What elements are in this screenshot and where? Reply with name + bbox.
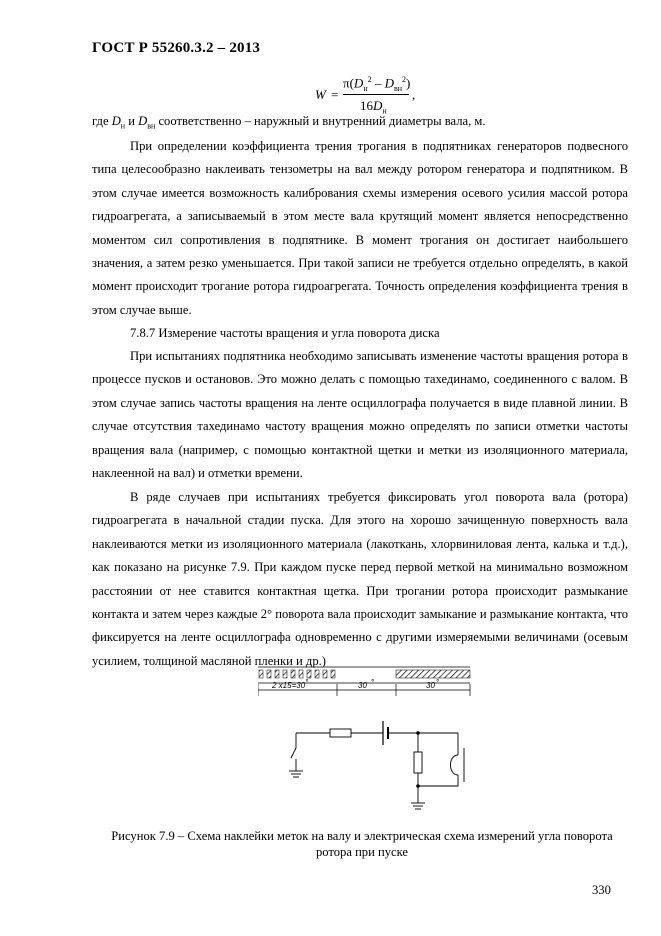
- figure-caption: Рисунок 7.9 – Схема наклейки меток на валу и электрическая схема измерений угла поворота ротора при пуске: [111, 829, 613, 859]
- shaft-marks-strip: [258, 667, 470, 696]
- formula-explanation: где $D_н$ и $D_{вн}$ соответственно – наружный и внутренний диаметры вала, м.: [92, 114, 486, 131]
- label-30-mark: 30°: [426, 678, 440, 690]
- label-30-gap: 30 °: [358, 678, 375, 690]
- paragraph-friction-coefficient: При определении коэффициента трения трогания в подпятниках генераторов подвесного типа целесообразно наклеивать тензометры на вал между ротором генератора и подпятником. В этом случае имеется возможность калибрования схемы измерения осевого усилия массой ротора гидроагрегата, а записываемый в этом месте вала крутящий момент является непосредственно моментом сил сопротивления в подпятнике. В момент трогания он достигает наибольшего значения, а затем резко уменьшается. При такой записи не требуется отдельно определять, в какой момент происходит трогание ротора гидроагрегата. Точность определения коэффициента трения в этом случае выше.: [92, 139, 628, 317]
- oscillograph-loop: [451, 748, 465, 782]
- paragraph-rotation-angle: В ряде случаев при испытаниях требуется фиксировать угол поворота вала (ротора) гидроагрегата в начальной стадии пуска. Для этого на хорошо зачищенную поверхность вала наклеиваются метки из изоляционного материала (лакоткань, хлорвиниловая лента, калька и т.д.), как показано на рисунке 7.9. При каждом пуске перед первой меткой на минимально возможном расстоянии от нее ставится контактная щетка. При трогании ротора происходит размыкание контакта и затем через каждые 2° поворота вала происходит замыкание и размыкание контакта, что фиксируется на ленте осциллографа одновременно с другими измеряемыми величинами (осевым усилием, толщиной масляной пленки и др.): [92, 490, 628, 668]
- formula-equals: =: [331, 87, 339, 102]
- continuous-insulating-mark: [396, 670, 470, 678]
- insulating-marks: [259, 670, 335, 678]
- formula-lhs: W: [315, 87, 326, 102]
- contact-brush: [291, 748, 296, 758]
- document-header: ГОСТ Р 55260.3.2 – 2013: [92, 40, 261, 56]
- formula-fraction-bar: [343, 94, 409, 95]
- page-number: 330: [592, 883, 611, 897]
- figure-7-9-diagram: [258, 666, 488, 824]
- formula-denominator: $16D_н$: [360, 98, 387, 116]
- label-2x15-30: 2 x15=30°: [272, 678, 309, 690]
- measurement-circuit: [289, 721, 464, 809]
- section-heading-7-8-7: 7.8.7 Измерение частоты вращения и угла поворота диска: [130, 326, 440, 340]
- shunt-resistor: [414, 752, 422, 773]
- paragraph-rotation-frequency: При испытаниях подпятника необходимо записывать изменение частоты вращения ротора в процессе пусков и остановов. Это можно делать с помощью тахединамо, соединенного с валом. В этом случае запись частоты вращения на ленте осциллографа получается в виде плавной линии. В случае отсутствия тахединамо частоту вращения можно определять по записи отметки частоты вращения вала (например, с помощью контактной щетки и метки из изоляционного материала, наклеенной на вал) и отметки времени.: [92, 349, 628, 481]
- formula-numerator: $\pi(D_н^2 - D_{вн}^2)$: [343, 75, 411, 93]
- shaft-section-modulus-formula: [300, 73, 450, 117]
- series-resistor: [330, 729, 351, 737]
- formula-comma: ,: [412, 87, 416, 102]
